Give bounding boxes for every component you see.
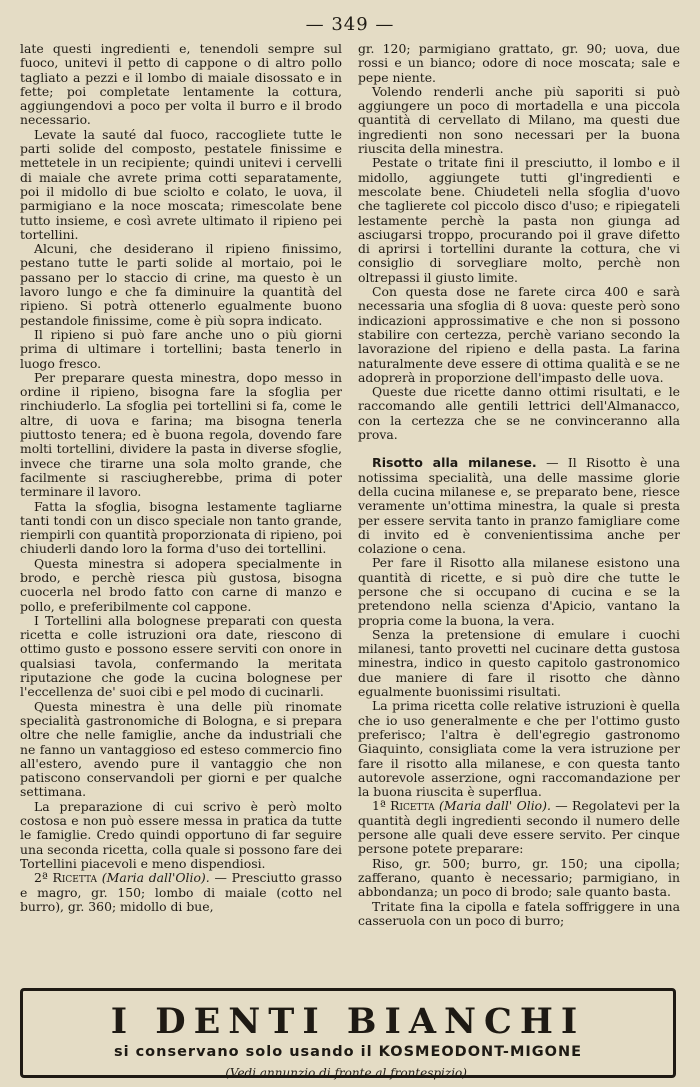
paragraph: gr. 120; parmigiano grattato, gr. 90; uova, due rossi e un bianco; odore di noce moscata; sale e pepe niente. (358, 42, 680, 85)
paragraph: I Tortellini alla bolognese preparati con questa ricetta e colle istruzioni ora date, riescono di ottimo gusto e possono essere serviti con onore in qualsiasi tavola, confermando la meritata riputazione che gode la cucina bolognese per l'eccellenza de' suoi cibi e pel modo di cucinarli. (20, 612, 342, 700)
advertisement-box (20, 988, 676, 1078)
paragraph: Queste due ricette danno ottimi risultati, e le raccomando alle gentili lettrici dell'Almanacco, con la certezza che se ne convinceranno alla prova. (358, 384, 680, 443)
recipe-lead: 2ª Ricetta (34, 870, 98, 886)
paragraph: Il ripieno si può fare anche uno o più giorni prima di ultimare i tortellini; basta tenerlo in luogo fresco. (20, 326, 342, 371)
recipe-text: — Presciutto grasso e magro, gr. 150; lombo di maiale (cotto nel burro), gr. 360; midollo di bue, (20, 870, 342, 914)
paragraph: Fatta la sfoglia, bisogna lestamente tagliarne tanti tondi con un disco speciale non tanto grande, riempirli con quantità proporzionata di ripieno, poi chiuderli dando loro la forma d'uso dei tortellini. (20, 498, 342, 557)
right-column (358, 42, 680, 976)
page-number: — 349 — (305, 14, 395, 35)
paragraph: Con questa dose ne farete circa 400 e sarà necessaria una sfoglia di 8 uova: queste però sono indicazioni approssimative e che non si possono stabilire con certezza, perchè variano secondo la lavorazione del ripieno e della pasta. La farina naturalmente deve essere di ottima qualità e se ne adoprerà in proporzione dell'impasto delle uova. (358, 284, 680, 385)
left-column (20, 42, 342, 976)
paragraph: Riso, gr. 500; burro, gr. 150; una cipolla; zafferano, quanto è necessario; parmigiano, in abbondanza; un poco di brodo; sale quanto basta. (358, 855, 680, 900)
paragraph: Questa minestra è una delle più rinomate specialità gastronomiche di Bologna, e si prepara oltre che nelle famiglie, anche da industriali che ne fanno un vantaggioso ed esteso commercio fino all'estero, avendo pure il vantaggio che non patiscono conservandoli per giorni e per qualche settimana. (20, 698, 342, 800)
paragraph: Alcuni, che desiderano il ripieno finissimo, pestano tutte le parti solide al mortaio, poi le passano per lo staccio di crine, ma questo è un lavoro lungo e che fa diminuire la quantità del ripieno. Si potrà ottenerlo egualmente buono pestandole finissime, come è più sopra indicato. (20, 241, 342, 328)
paragraph: Pestate o tritate fini il presciutto, il lombo e il midollo, aggiungete tutti gl'ingredienti e mescolate bene. Chiudeteli nella sfoglia d'uovo che taglierete col piccolo disco d'uso; e ripiegateli lestamente perchè la pasta non giunga ad asciugarsi troppo, procurando poi il grave difetto di aprirsi i tortellini durante la cottura, che vi consiglio di sorvegliare molto, perchè non oltrepassi il giusto limite. (358, 155, 680, 285)
paragraph: Senza la pretensione di emulare i cuochi milanesi, tanto provetti nel cucinare detta gustosa minestra, indico in questo capitolo gastronomico due maniere di fare il risotto che dànno egualmente buonissimi risultati. (358, 626, 680, 700)
paragraph: Tritate fina la cipolla e fatela soffriggere in una casseruola con un poco di burro; (358, 898, 680, 928)
paragraph: Questa minestra si adopera specialmente in brodo, e perchè riesca più gustosa, bisogna cuocerla nel brodo fatto con carne di manzo e pollo, e preferibilmente col cappone. (20, 555, 342, 614)
section-heading: Risotto alla milanese. (372, 455, 537, 471)
risotto-paragraph (358, 456, 680, 556)
paragraph: Per preparare questa minestra, dopo messo in ordine il ripieno, bisogna fare la sfoglia per rinchiuderlo. La sfoglia pei tortellini si fa, come le altre, di uova e farina; ma bisogna tenerla piuttosto tenera; ed è buona regola, dovendo fare molti tortellini, dividere la pasta in diverse sfoglie, invece che tirarne una sola molto grande, che facilmente si rasciugherebbe, prima di poter terminare il lavoro. (20, 369, 342, 500)
text-columns (20, 42, 680, 976)
recipe-text: — Regolatevi per la quantità degli ingredienti secondo il numero delle persone alle quali deve essere servito. Per cinque persone potete preparare: (358, 798, 680, 857)
paragraph-first-recipe (358, 799, 680, 856)
paragraph-second-recipe (20, 871, 342, 914)
paragraph: Per fare il Risotto alla milanese esistono una quantità di ricette, e si può dire che tutte le persone che si occupano di cucina e se la pretendono nella scienza d'Apicio, vantano la propria come la buona, la vera. (358, 555, 680, 628)
ad-line: si conservano solo usando il KOSMEODONT-MIGONE (113, 1044, 583, 1060)
paragraph: Levate la sauté dal fuoco, raccogliete tutte le parti solide del composto, pestatele finissime e mettetele in un recipiente; quindi unitevi i cervelli di maiale che avrete prima cotti separatamente, poi il midollo di bue sciolto e colato, le uova, il parmigiano e la noce moscata; rimescolate bene tutto insieme, e così avrete ultimato il ripieno pei tortellini. (20, 126, 342, 242)
recipe-author: (Maria dall'Olio). (101, 870, 210, 886)
paragraph: late questi ingredienti e, tenendoli sempre sul fuoco, unitevi il petto di cappone o di altro pollo tagliato a pezzi e il lombo di maiale disossato e in fette; poi completate lentamente la cottura, aggiungendovi a poco per volta il burro e il brodo necessario. (20, 42, 342, 128)
paragraph: Volendo renderli anche più saporiti si può aggiungere un poco di mortadella e una piccola quantità di cervellato di Milano, ma questi due ingredienti non sono necessari per la buona riuscita della minestra. (358, 83, 680, 157)
recipe-lead: 1ª Ricetta (372, 798, 435, 814)
paragraph: La preparazione di cui scrivo è però molto costosa e non può essere messa in pratica da tutte le famiglie. Credo quindi opportuno di far seguire una seconda ricetta, colla quale si possono fare dei Tortellini piacevoli e meno dispendiosi. (20, 798, 342, 871)
ad-note: (Vedi annunzio di fronte al frontespizio). (225, 1066, 471, 1080)
ad-title: I DENTI BIANCHI (110, 1001, 586, 1042)
recipe-author: (Maria dall' Olio). (439, 798, 551, 814)
paragraph: La prima ricetta colle relative istruzioni è quella che io uso generalmente e che per l'ottimo gusto preferisco; l'altra è dell'egregio gastronomo Giaquinto, consigliata come la vera istruzione per fare il risotto alla milanese, e con questa tanto autorevole asserzione, ogni raccomandazione per la buona riuscita è superflua. (358, 698, 680, 800)
risotto-intro: — Il Risotto è una notissima specialità, una delle massime glorie della cucina milanese e, se preparato bene, riesce veramente un'ottima minestra, la quale si presta per essere servita tanto in pranzo famigliare come di invito ed è convenientissima anche per colazione o cena. (358, 455, 680, 557)
